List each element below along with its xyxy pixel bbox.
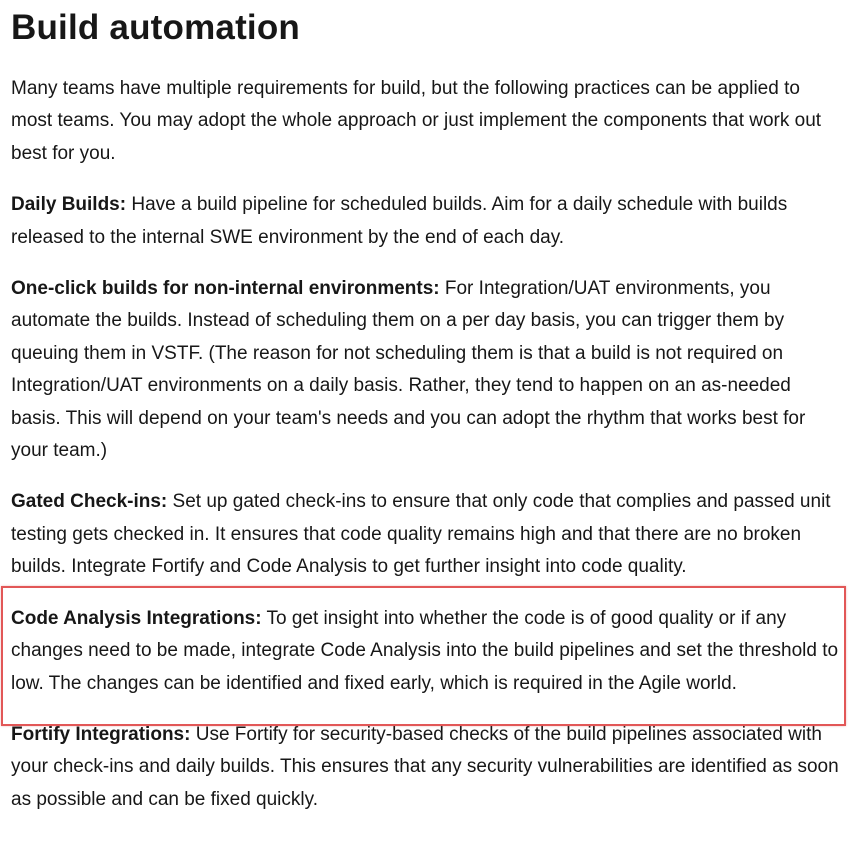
- gated-checkins-label: Gated Check-ins:: [11, 491, 168, 513]
- one-click-builds-text: For Integration/UAT environments, you automate the builds. Instead of scheduling them on a per day basis, you can trigger them by queuing them in VSTF. (The reason for not scheduling them is that a build is not required on Integration/UAT environments on a daily basis. Rather, they tend to happen on an as-needed basis. This will depend on your team's needs and you can adopt the rhythm that works best for your team.): [11, 278, 806, 462]
- gated-checkins-paragraph: [11, 486, 841, 583]
- daily-builds-label: Daily Builds:: [11, 194, 127, 216]
- gated-checkins-text: Set up gated check-ins to ensure that only code that complies and passed unit testing gets checked in. It ensures that code quality remains high and that there are no broken builds. Integrate Fortify and Code Analysis to get further insight into code quality.: [11, 491, 831, 578]
- one-click-builds-paragraph: [11, 273, 841, 467]
- code-analysis-paragraph: [11, 603, 841, 700]
- daily-builds-text: Have a build pipeline for scheduled builds. Aim for a daily schedule with builds released to the internal SWE environment by the end of each day.: [11, 194, 788, 248]
- code-analysis-label: Code Analysis Integrations:: [11, 607, 262, 629]
- fortify-paragraph: [11, 719, 841, 816]
- intro-paragraph: Many teams have multiple requirements for build, but the following practices can be applied to most teams. You may adopt the whole approach or just implement the components that work out best for you.: [11, 78, 822, 164]
- fortify-text: Use Fortify for security-based checks of the build pipelines associated with your check-ins and daily builds. This ensures that any security vulnerabilities are identified as soon as possible and can be fixed quickly.: [11, 723, 839, 810]
- page-title: Build automation: [11, 8, 301, 47]
- fortify-label: Fortify Integrations:: [11, 723, 191, 745]
- one-click-builds-label: One-click builds for non-internal environments:: [11, 278, 440, 300]
- daily-builds-paragraph: [11, 189, 841, 254]
- code-analysis-text: To get insight into whether the code is of good quality or if any changes need to be made, integrate Code Analysis into the build pipelines and set the threshold to low. The changes can be identified and fixed early, which is required in the Agile world.: [11, 607, 839, 694]
- article: [11, 0, 841, 816]
